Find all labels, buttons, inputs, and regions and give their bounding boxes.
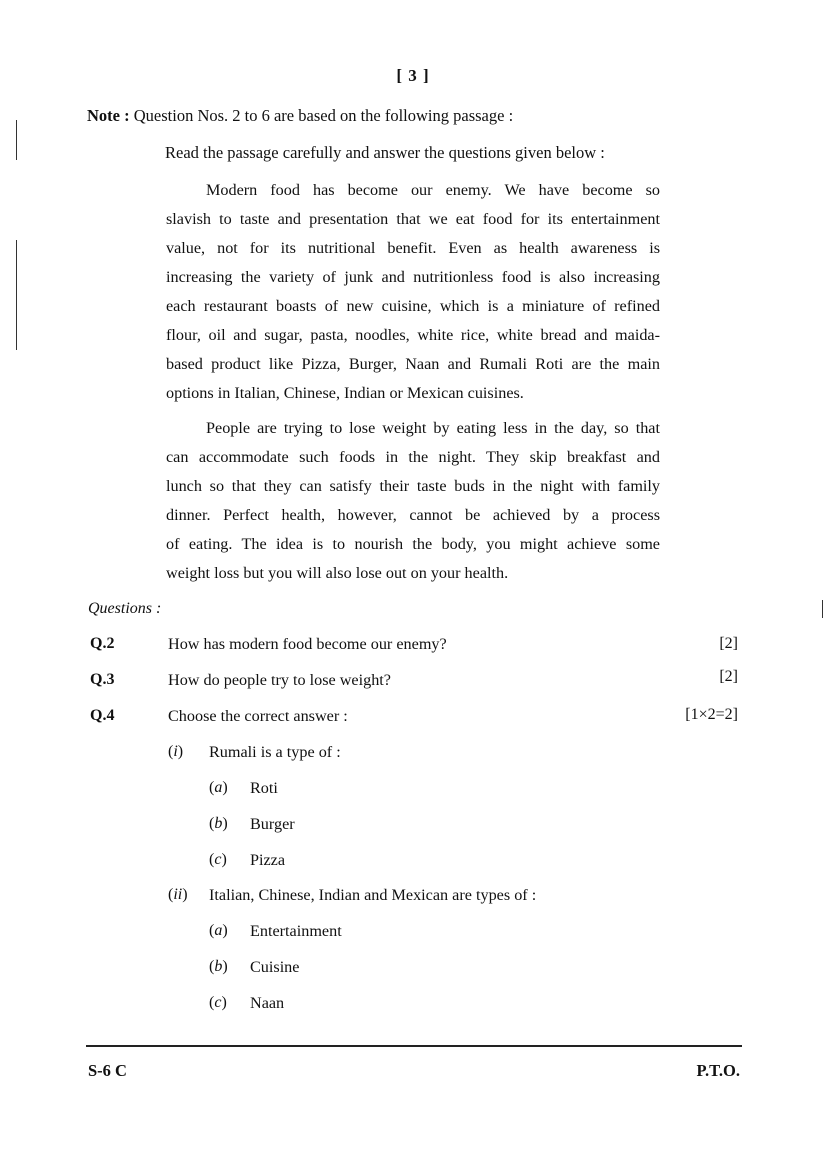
page-number: [ 3 ] <box>396 66 430 85</box>
passage-paragraph-2 <box>166 414 660 588</box>
option-label: (b) <box>209 958 228 975</box>
sub-question-text: Rumali is a type of : <box>209 743 341 761</box>
option-text: Entertainment <box>250 922 342 940</box>
option-label: (a) <box>209 922 228 939</box>
instruction: Read the passage carefully and answer the questions given below : <box>165 143 605 162</box>
sub-question-label-text: i <box>173 743 178 760</box>
option-letter: c <box>214 851 222 868</box>
passage-line: Modern food has become our enemy. We have become so <box>206 181 660 199</box>
question-text: How has modern food become our enemy? <box>168 635 447 653</box>
sub-question-label: (i) <box>168 743 184 760</box>
option-letter: a <box>214 779 223 796</box>
note <box>87 106 513 126</box>
questions-heading: Questions : <box>88 600 162 617</box>
question-marks: [1×2=2] <box>685 706 738 723</box>
option-letter: b <box>214 958 223 975</box>
scan-mark <box>16 240 17 350</box>
option-label: (a) <box>209 779 228 796</box>
option-letter: b <box>214 815 223 832</box>
option-label: (b) <box>209 815 228 832</box>
passage-line: can accommodate such foods in the night. They skip breakfast and <box>166 448 660 466</box>
passage-line: of eating. The idea is to nourish the body, you might achieve some <box>166 535 660 553</box>
question-marks: [2] <box>719 668 738 685</box>
footer-divider <box>86 1045 742 1047</box>
question-number: Q.2 <box>90 635 115 652</box>
passage-line: each restaurant boasts of new cuisine, which is a miniature of refined <box>166 297 660 315</box>
passage-line: dinner. Perfect health, however, cannot be achieved by a process <box>166 506 660 524</box>
passage-line: lunch so that they can satisfy their taste buds in the night with family <box>166 477 660 495</box>
scan-mark <box>822 600 823 618</box>
option-text: Cuisine <box>250 958 300 976</box>
option-text: Roti <box>250 779 278 797</box>
scan-mark <box>16 120 17 160</box>
question-marks: [2] <box>719 635 738 652</box>
passage-line: value, not for its nutritional benefit. Even as health awareness is <box>166 239 660 257</box>
option-text: Burger <box>250 815 295 833</box>
option-label: (c) <box>209 851 227 868</box>
option-text: Naan <box>250 994 285 1012</box>
question-text: How do people try to lose weight? <box>168 671 391 689</box>
option-text: Pizza <box>250 851 286 869</box>
passage-line: based product like Pizza, Burger, Naan and Rumali Roti are the main <box>166 355 660 373</box>
sub-question-text: Italian, Chinese, Indian and Mexican are types of : <box>209 886 537 904</box>
note-label: Note : <box>87 106 130 125</box>
passage-line: options in Italian, Chinese, Indian or Mexican cuisines. <box>166 384 524 402</box>
passage-line: flour, oil and sugar, pasta, noodles, white rice, white bread and maida- <box>166 326 660 344</box>
option-label: (c) <box>209 994 227 1011</box>
question-number: Q.4 <box>90 707 115 724</box>
note-text: Question Nos. 2 to 6 are based on the following passage : <box>133 106 514 125</box>
passage-line: increasing the variety of junk and nutritionless food is also increasing <box>166 268 660 286</box>
sub-question-label: (ii) <box>168 886 188 903</box>
passage-line: weight loss but you will also lose out on your health. <box>166 564 509 582</box>
question-number: Q.3 <box>90 671 115 688</box>
option-letter: c <box>214 994 222 1011</box>
question-text: Choose the correct answer : <box>168 707 348 725</box>
paper-code: S-6 C <box>88 1061 127 1080</box>
pto-label: P.T.O. <box>696 1061 740 1080</box>
passage-line: slavish to taste and presentation that we eat food for its entertainment <box>166 210 660 228</box>
option-letter: a <box>214 922 223 939</box>
passage-paragraph-1 <box>166 176 660 408</box>
sub-question-label-text: ii <box>173 886 183 903</box>
passage-line: People are trying to lose weight by eating less in the day, so that <box>206 419 660 437</box>
